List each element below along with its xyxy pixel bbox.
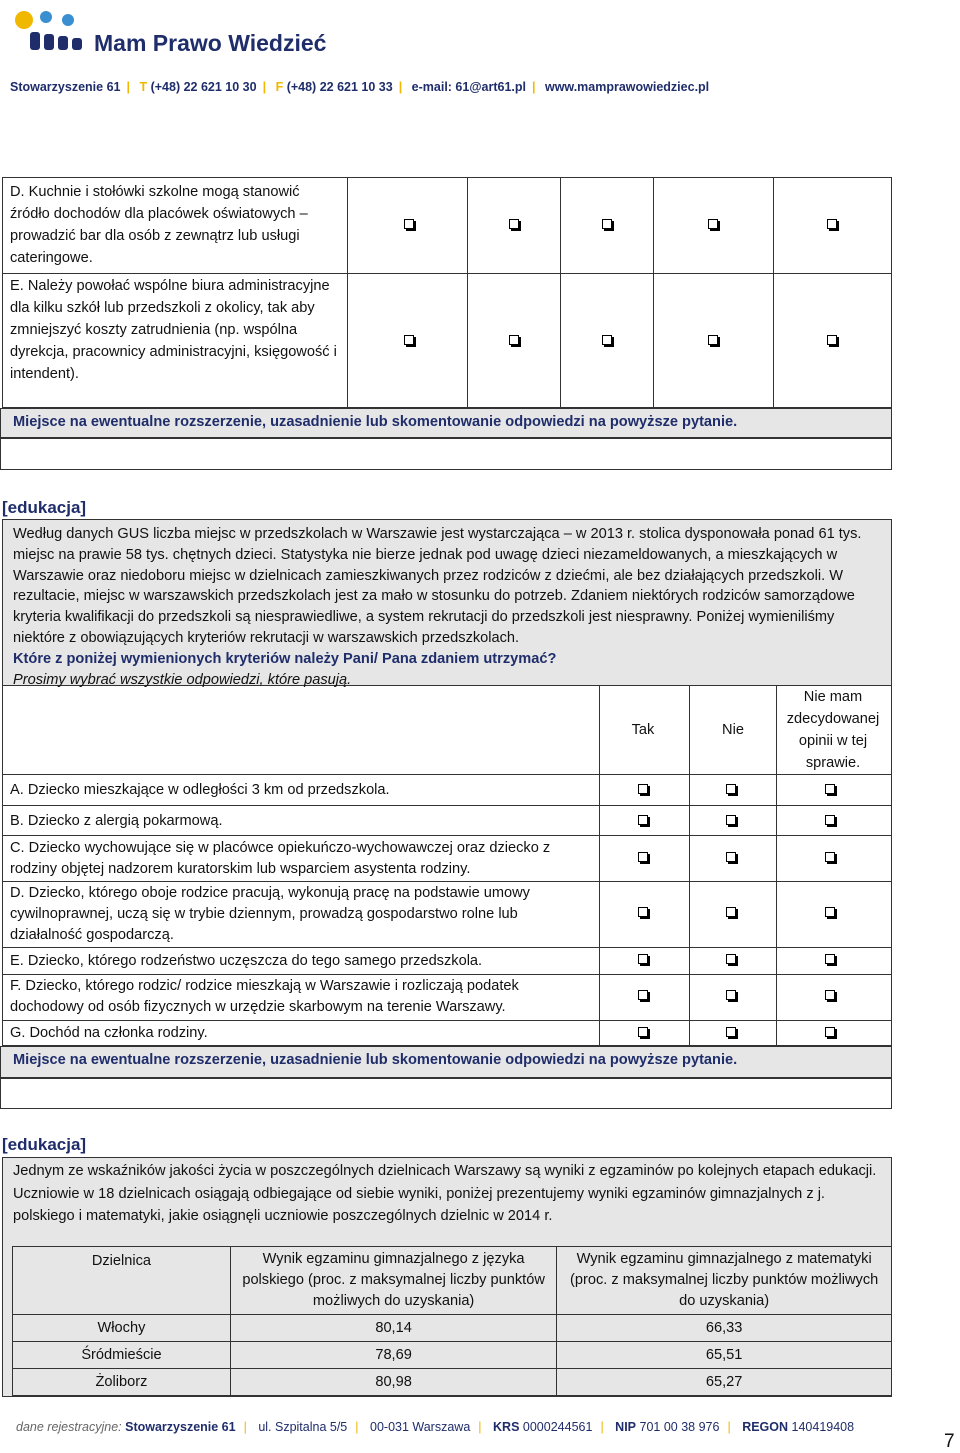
district-cell: Żoliborz xyxy=(13,1369,231,1396)
criterion-g: G. Dochód na członka rodziny. xyxy=(10,1025,208,1041)
criterion-c: C. Dziecko wychowujące się w placówce opiekuńczo-wychowawczej oraz dziecko z rodziny objętej nadzorem kuratorskim lub wsparciem asystenta rodziny. xyxy=(10,840,551,877)
website-link[interactable]: www.mamprawowiedziec.pl xyxy=(544,80,710,94)
footer-org: Stowarzyszenie 61 xyxy=(125,1420,236,1434)
checkbox[interactable] xyxy=(638,852,648,862)
fax-label: F xyxy=(275,80,284,94)
criterion-d: D. Dziecko, którego oboje rodzice pracują, wykonują pracę na podstawie umowy cywilnoprawnej, uczą się w trybie dziennym, prowadzą gospodarstwo rolne lub działalność gospodarczą. xyxy=(10,885,530,943)
checkbox[interactable] xyxy=(509,219,519,229)
checkbox[interactable] xyxy=(708,219,718,229)
col-tak: Tak xyxy=(631,722,655,738)
section-tag: [edukacja] xyxy=(2,1135,87,1154)
checkbox[interactable] xyxy=(726,784,736,794)
email-link[interactable]: e-mail: 61@art61.pl xyxy=(411,80,526,94)
col-nie: Nie xyxy=(722,722,744,738)
checkbox[interactable] xyxy=(638,815,648,825)
tel: (+48) 22 621 10 30 xyxy=(150,80,257,94)
checkbox[interactable] xyxy=(638,784,648,794)
fax: (+48) 22 621 10 33 xyxy=(286,80,393,94)
regon: 140419408 xyxy=(791,1420,855,1434)
comment-prompt: Miejsce na ewentualne rozszerzenie, uzasadnienie lub skomentowanie odpowiedzi na powyższe pytanie. xyxy=(0,1046,892,1078)
statement-d: D. Kuchnie i stołówki szkolne mogą stanowić źródło dochodów dla placówek oświatowych – prowadzić bar dla osób z zewnątrz lub usługi cateringowe. xyxy=(10,184,308,266)
district-cell: Śródmieście xyxy=(13,1342,231,1369)
intro-text: Jednym ze wskaźników jakości życia w poszczególnych dzielnicach Warszawy są wyniki z egzaminów po kolejnych etapach edukacji. Uczniowie w 18 dzielnicach osiągają odbiegające od siebie wyniki, poniżej prezentujemy wyniki egzaminów gimnazjalnych z j. polskiego i matematyki, jakie osiągnęli uczniowie poszczególnych dzielnic w 2014 r. xyxy=(13,1163,877,1224)
checkbox[interactable] xyxy=(825,852,835,862)
table-row xyxy=(13,1342,892,1369)
footer-address: ul. Szpitalna 5/5 xyxy=(258,1420,348,1434)
checkbox[interactable] xyxy=(404,219,414,229)
checkbox[interactable] xyxy=(827,219,837,229)
tel-label: T xyxy=(139,80,148,94)
checkbox[interactable] xyxy=(638,954,648,964)
header-polish: Wynik egzaminu gimnazjalnego z języka polskiego (proc. z maksymalnej liczby punktów możliwych do uzyskania) xyxy=(230,1247,556,1315)
footer-city: 00-031 Warszawa xyxy=(370,1420,471,1434)
checkbox[interactable] xyxy=(404,335,414,345)
comment-prompt: Miejsce na ewentualne rozszerzenie, uzasadnienie lub skomentowanie odpowiedzi na powyższe pytanie. xyxy=(0,408,892,438)
checkbox[interactable] xyxy=(509,335,519,345)
col-undecided: Nie mam zdecydowanej opinii w tej sprawie. xyxy=(786,689,880,771)
results-table xyxy=(12,1246,892,1396)
math-cell: 65,27 xyxy=(557,1369,892,1396)
math-cell: 65,51 xyxy=(557,1342,892,1369)
checkbox[interactable] xyxy=(708,335,718,345)
nip: 701 00 38 976 xyxy=(639,1420,720,1434)
footer-label: dane rejestracyjne: xyxy=(16,1420,122,1434)
math-cell: 66,33 xyxy=(557,1315,892,1342)
checkbox[interactable] xyxy=(726,907,736,917)
checkbox[interactable] xyxy=(825,1027,835,1037)
checkbox[interactable] xyxy=(602,335,612,345)
section-tag: [edukacja] xyxy=(2,498,87,517)
nip-label: NIP xyxy=(615,1420,637,1434)
page-number: 7 xyxy=(944,1431,955,1452)
checkbox[interactable] xyxy=(825,990,835,1000)
checkbox[interactable] xyxy=(726,990,736,1000)
checkbox[interactable] xyxy=(602,219,612,229)
polish-cell: 80,14 xyxy=(230,1315,556,1342)
krs-label: KRS xyxy=(493,1420,520,1434)
intro-box xyxy=(2,519,892,686)
district-cell: Włochy xyxy=(13,1315,231,1342)
logo-text: Mam Prawo Wiedzieć xyxy=(94,30,327,56)
criterion-f: F. Dziecko, którego rodzic/ rodzice mieszkają w Warszawie i rozliczają podatek dochodowy od osób fizycznych w urzędzie skarbowym na terenie Warszawy. xyxy=(10,978,519,1015)
statement-e: E. Należy powołać wspólne biura administracyjne dla kilku szkół lub przedszkoli z okolicy, tak aby zmniejszyć koszty zatrudnienia (np. wspólna dyrekcja, pracownicy administracyjni, księgowość i intendent). xyxy=(10,278,337,382)
checkbox[interactable] xyxy=(638,907,648,917)
org-name: Stowarzyszenie 61 xyxy=(10,80,121,94)
polish-cell: 80,98 xyxy=(230,1369,556,1396)
checkbox[interactable] xyxy=(726,954,736,964)
comment-field[interactable] xyxy=(0,438,892,470)
checkbox[interactable] xyxy=(825,954,835,964)
checkbox[interactable] xyxy=(827,335,837,345)
polish-cell: 78,69 xyxy=(230,1342,556,1369)
criterion-b: B. Dziecko z alergią pokarmową. xyxy=(10,813,223,829)
checkbox[interactable] xyxy=(726,815,736,825)
checkbox[interactable] xyxy=(638,990,648,1000)
checkbox[interactable] xyxy=(726,852,736,862)
header-district: Dzielnica xyxy=(13,1247,231,1315)
header-math: Wynik egzaminu gimnazjalnego z matematyki (proc. z maksymalnej liczby punktów możliwych do uzyskania) xyxy=(557,1247,892,1315)
question-text: Które z poniżej wymienionych kryteriów należy Pani/ Pana zdaniem utrzymać? xyxy=(13,650,557,667)
checkbox[interactable] xyxy=(638,1027,648,1037)
checkbox[interactable] xyxy=(825,907,835,917)
contact-line: Stowarzyszenie 61 | T (+48) 22 621 10 30 | F (+48) 22 621 10 33 | e-mail: 61@art61.pl | www.mamprawowiedziec.pl xyxy=(10,80,710,94)
instruction-text: Prosimy wybrać wszystkie odpowiedzi, które pasują. xyxy=(13,671,352,688)
krs: 0000244561 xyxy=(522,1420,593,1434)
table-row xyxy=(13,1315,892,1342)
regon-label: REGON xyxy=(742,1420,789,1434)
checkbox[interactable] xyxy=(726,1027,736,1037)
logo-icon xyxy=(10,10,90,58)
criterion-a: A. Dziecko mieszkające w odległości 3 km od przedszkola. xyxy=(10,782,390,798)
checkbox[interactable] xyxy=(825,784,835,794)
checkbox[interactable] xyxy=(825,815,835,825)
footer: dane rejestracyjne: Stowarzyszenie 61 | ul. Szpitalna 5/5 | 00-031 Warszawa | KRS 0000244561 | NIP 701 00 38 976 | REGON 140419408 xyxy=(16,1420,855,1434)
comment-field[interactable] xyxy=(0,1078,892,1109)
intro-text: Według danych GUS liczba miejsc w przedszkolach w Warszawie jest wystarczająca – w 2013 r. stolica dysponowała ponad 61 tys. miejsc na prawie 58 tys. chętnych dzieci. Statystyka nie bierze jednak pod uwagę dzieci niezameldowanych, a mieszkających w Warszawie oraz niedoboru miejsc w dzielnicach zamieszkiwanych przez rodziców z dziećmi, ale bez działających przedszkoli. W rezultacie, miejsc w warszawskich przedszkolach jest za mało w stosunku do potrzeb. Zdaniem niektórych rodziców samorządowe kryteria kwalifikacji do przedszkoli są niesprawiedliwe, a system rekrutacji do przedszkoli jest niesprawny. Poniżej wymieniliśmy niektóre z obowiązujących kryteriów rekrutacji w warszawskich przedszkolach. xyxy=(13,526,862,646)
table-row xyxy=(13,1369,892,1396)
criterion-e: E. Dziecko, którego rodzeństwo uczęszcza do tego samego przedszkola. xyxy=(10,953,483,969)
